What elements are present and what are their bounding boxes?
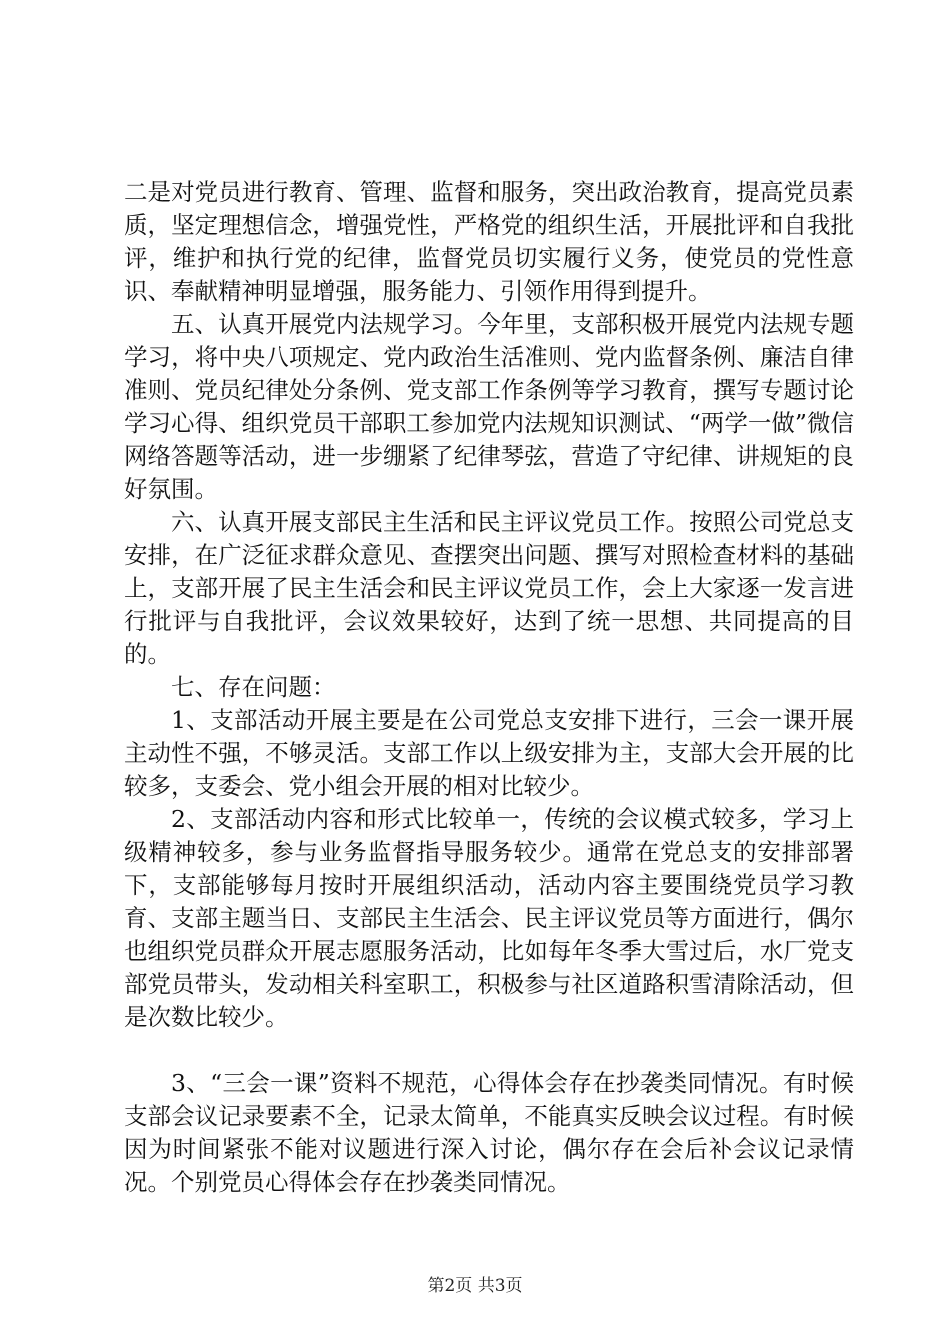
paragraph-section-five: 五、认真开展党内法规学习。今年里，支部积极开展党内法规专题学习，将中央八项规定、党内政治生活准则、党内监督条例、廉洁自律准则、党员纪律处分条例、党支部工作条例等学习教育，撰写专题讨论学习心得、组织党员干部职工参加党内法规知识测试、“两学一做”微信网络答题等活动，进一步绷紧了纪律琴弦，营造了守纪律、讲规矩的良好氛围。 [124, 310, 854, 503]
document-body [124, 176, 854, 1199]
paragraph-section-six: 六、认真开展支部民主生活和民主评议党员工作。按照公司党总支安排，在广泛征求群众意见、查摆突出问题、撰写对照检查材料的基础上，支部开展了民主生活会和民主评议党员工作，会上大家逐一发言进行批评与自我批评，会议效果较好，达到了统一思想、共同提高的目的。 [124, 508, 854, 668]
paragraph-problem-3: 3、“三会一课”资料不规范，心得体会存在抄袭类同情况。有时候支部会议记录要素不全，记录太简单，不能真实反映会议过程。有时候因为时间紧张不能对议题进行深入讨论，偶尔存在会后补会议记录情况。个别党员心得体会存在抄袭类同情况。 [124, 1069, 854, 1196]
paragraph-problem-1: 1、支部活动开展主要是在公司党总支安排下进行，三会一课开展主动性不强，不够灵活。支部工作以上级安排为主，支部大会开展的比较多，支委会、党小组会开展的相对比较少。 [124, 706, 854, 800]
paragraph-party-member-education: 二是对党员进行教育、管理、监督和服务，突出政治教育，提高党员素质，坚定理想信念，增强党性，严格党的组织生活，开展批评和自我批评，维护和执行党的纪律，监督党员切实履行义务，使党员的党性意识、奉献精神明显增强，服务能力、引领作用得到提升。 [124, 178, 854, 305]
paragraph-section-seven-heading: 七、存在问题： [171, 673, 336, 701]
page-number-footer: 第2页 共3页 [427, 1276, 523, 1296]
paragraph-problem-2: 2、支部活动内容和形式比较单一，传统的会议模式较多，学习上级精神较多，参与业务监督指导服务较少。通常在党总支的安排部署下，支部能够每月按时开展组织活动，活动内容主要围绕党员学习教育、支部主题当日、支部民主生活会、民主评议党员等方面进行，偶尔也组织党员群众开展志愿服务活动，比如每年冬季大雪过后，水厂党支部党员带头，发动相关科室职工，积极参与社区道路积雪清除活动，但是次数比较少。 [124, 805, 854, 1031]
